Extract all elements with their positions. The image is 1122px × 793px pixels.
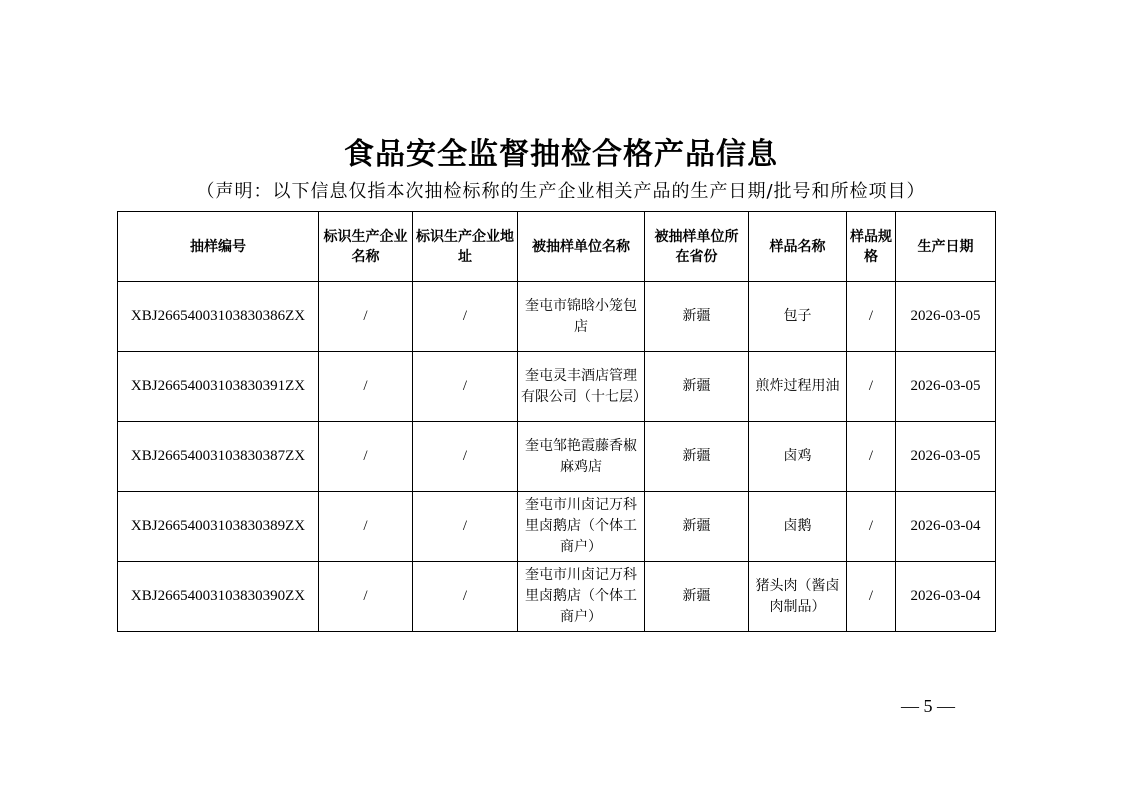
cell-producer-address: / xyxy=(413,422,518,492)
cell-sample-spec: / xyxy=(847,282,896,352)
header-producer-address: 标识生产企业地址 xyxy=(413,212,518,282)
cell-producer-address: / xyxy=(413,562,518,632)
cell-sample-spec: / xyxy=(847,562,896,632)
table-row xyxy=(118,492,996,562)
cell-sample-spec: / xyxy=(847,352,896,422)
cell-sampled-unit: 奎屯邹艳霞藤香椒麻鸡店 xyxy=(518,422,645,492)
cell-province: 新疆 xyxy=(645,282,749,352)
cell-producer-name: / xyxy=(319,282,413,352)
table-row xyxy=(118,282,996,352)
inspection-results-table xyxy=(117,211,996,632)
cell-province: 新疆 xyxy=(645,352,749,422)
header-production-date: 生产日期 xyxy=(896,212,996,282)
header-sample-spec: 样品规格 xyxy=(847,212,896,282)
header-sample-code: 抽样编号 xyxy=(118,212,319,282)
cell-sampled-unit: 奎屯市川卤记万科里卤鹅店（个体工商户） xyxy=(518,492,645,562)
cell-production-date: 2026-03-04 xyxy=(896,492,996,562)
table-row xyxy=(118,422,996,492)
cell-producer-name: / xyxy=(319,492,413,562)
cell-sample-code: XBJ26654003103830387ZX xyxy=(118,422,319,492)
cell-sample-name: 卤鹅 xyxy=(749,492,847,562)
cell-sample-code: XBJ26654003103830391ZX xyxy=(118,352,319,422)
cell-producer-name: / xyxy=(319,562,413,632)
cell-sample-name: 猪头肉（酱卤肉制品） xyxy=(749,562,847,632)
cell-production-date: 2026-03-05 xyxy=(896,422,996,492)
cell-sample-spec: / xyxy=(847,492,896,562)
cell-sample-code: XBJ26654003103830389ZX xyxy=(118,492,319,562)
cell-sample-name: 卤鸡 xyxy=(749,422,847,492)
cell-producer-name: / xyxy=(319,422,413,492)
cell-producer-address: / xyxy=(413,282,518,352)
cell-production-date: 2026-03-05 xyxy=(896,282,996,352)
table-header-row xyxy=(118,212,996,282)
cell-sample-name: 煎炸过程用油 xyxy=(749,352,847,422)
cell-production-date: 2026-03-04 xyxy=(896,562,996,632)
cell-province: 新疆 xyxy=(645,492,749,562)
header-sample-name: 样品名称 xyxy=(749,212,847,282)
cell-sample-spec: / xyxy=(847,422,896,492)
cell-sample-code: XBJ26654003103830390ZX xyxy=(118,562,319,632)
cell-sampled-unit: 奎屯市川卤记万科里卤鹅店（个体工商户） xyxy=(518,562,645,632)
cell-production-date: 2026-03-05 xyxy=(896,352,996,422)
header-sampled-unit: 被抽样单位名称 xyxy=(518,212,645,282)
header-producer-name: 标识生产企业名称 xyxy=(319,212,413,282)
cell-sampled-unit: 奎屯灵丰酒店管理有限公司（十七层） xyxy=(518,352,645,422)
cell-sample-code: XBJ26654003103830386ZX xyxy=(118,282,319,352)
cell-province: 新疆 xyxy=(645,422,749,492)
table-row xyxy=(118,562,996,632)
table-row xyxy=(118,352,996,422)
cell-province: 新疆 xyxy=(645,562,749,632)
disclaimer-subtitle: （声明：以下信息仅指本次抽检标称的生产企业相关产品的生产日期/批号和所检项目） xyxy=(196,181,926,202)
cell-sampled-unit: 奎屯市锦晗小笼包店 xyxy=(518,282,645,352)
cell-producer-address: / xyxy=(413,352,518,422)
header-province: 被抽样单位所在省份 xyxy=(645,212,749,282)
page-title: 食品安全监督抽检合格产品信息 xyxy=(344,137,778,172)
cell-producer-name: / xyxy=(319,352,413,422)
cell-sample-name: 包子 xyxy=(749,282,847,352)
cell-producer-address: / xyxy=(413,492,518,562)
page-number: — 5 — xyxy=(901,696,955,716)
